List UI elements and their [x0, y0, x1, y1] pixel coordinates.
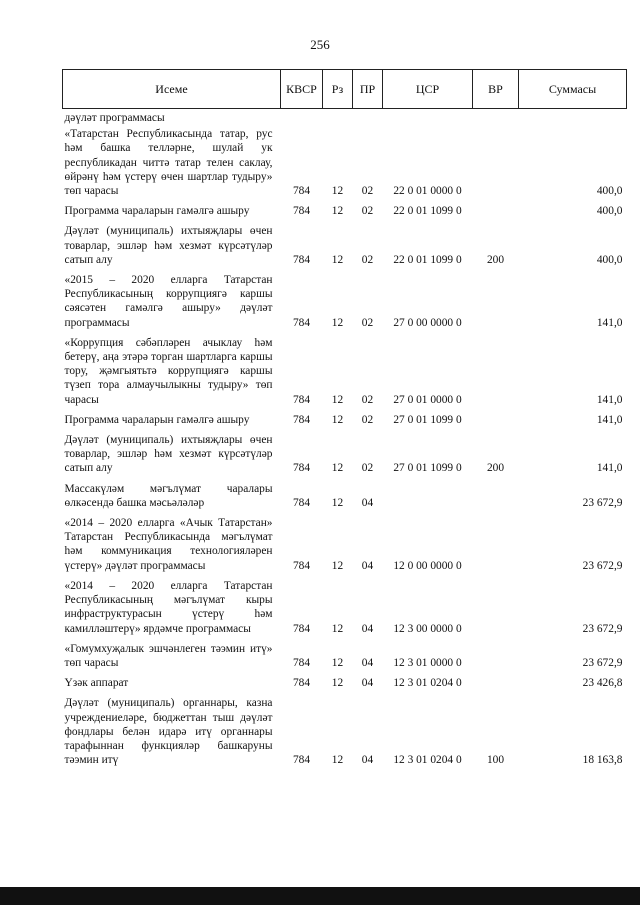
row-vr — [473, 127, 519, 204]
row-vr: 100 — [486, 754, 505, 767]
table-row — [63, 433, 627, 482]
row-vr — [473, 204, 519, 224]
row-kvsr: 784 — [292, 316, 311, 329]
row-sum: 18 163,8 — [582, 754, 623, 767]
row-name: «2014 – 2020 елларга «Ачык Татарстан» Татарстан Республикасында мәгълүмат һәм коммуникация технологияләрен үстерү» дәүләт программасы — [64, 517, 273, 572]
row-kvsr: 784 — [292, 205, 311, 218]
row-sum: 23 672,9 — [582, 496, 623, 509]
row-sum: 23 672,9 — [582, 559, 623, 572]
row-sum: 141,0 — [596, 393, 623, 406]
row-sum: 141,0 — [596, 413, 623, 426]
header-rz: Рз — [323, 70, 353, 109]
row-name: «2014 – 2020 елларга Татарстан Республикасының мәгълүмат кыры инфраструктурасын үстерү һәм камилләштерү» ярдәмче программасы — [64, 579, 273, 635]
row-pr: 02 — [361, 413, 374, 426]
row-rz: 12 — [331, 205, 344, 218]
row-sum: 141,0 — [596, 316, 623, 329]
header-pr: ПР — [353, 70, 383, 109]
row-sum: 23 426,8 — [582, 677, 623, 690]
row-name: «Коррупция сәбәпләрен ачыклау һәм бетерү, аңа этәрә торган шартларга каршы тору, җәмгыятьтә коррупциягә каршы түзеп тора алмаучылыкны тудыру» төп чарасы — [64, 336, 273, 406]
row-vr — [473, 516, 519, 579]
row-csr: 12 3 01 0204 0 — [393, 754, 462, 767]
table-row — [63, 676, 627, 696]
row-vr — [473, 273, 519, 336]
row-rz: 12 — [331, 677, 344, 690]
row-pr: 02 — [361, 185, 374, 198]
row-csr: 22 0 01 0000 0 — [393, 185, 462, 198]
row-rz: 12 — [331, 656, 344, 669]
row-csr: 12 3 00 0000 0 — [393, 622, 462, 635]
row-rz: 12 — [331, 413, 344, 426]
row-rz: 12 — [331, 185, 344, 198]
table-row — [63, 336, 627, 413]
table-row — [63, 127, 627, 204]
row-vr — [473, 676, 519, 696]
table-row — [63, 579, 627, 642]
row-kvsr: 784 — [292, 622, 311, 635]
row-sum: 400,0 — [596, 205, 623, 218]
row-sum: 23 672,9 — [582, 656, 623, 669]
row-sum: 23 672,9 — [582, 622, 623, 635]
row-vr — [473, 482, 519, 516]
table-row — [63, 696, 627, 773]
table-row — [63, 273, 627, 336]
row-kvsr: 784 — [292, 559, 311, 572]
row-pr: 04 — [361, 677, 374, 690]
header-sum: Суммасы — [519, 70, 627, 109]
table-row — [63, 204, 627, 224]
row-name: «2015 – 2020 елларга Татарстан Республикасының коррупциягә каршы сәясәтен гамәлгә ашыру» дәүләт программасы — [64, 274, 273, 329]
table-header-row — [63, 70, 627, 109]
row-rz: 12 — [331, 316, 344, 329]
row-vr — [473, 642, 519, 676]
row-csr: 12 3 01 0000 0 — [393, 656, 462, 669]
row-csr: 27 0 01 1099 0 — [393, 413, 462, 426]
budget-table-container — [62, 69, 626, 773]
row-sum: 141,0 — [596, 462, 623, 475]
row-pr: 04 — [361, 754, 374, 767]
row-kvsr: 784 — [292, 496, 311, 509]
row-pr: 04 — [361, 656, 374, 669]
row-name: Программа чараларын гамәлгә ашыру — [64, 413, 250, 426]
row-name: Дәүләт (муниципаль) ихтыяҗлары өчен товарлар, эшләр һәм хезмәт күрсәтүләр сатып алу — [64, 225, 273, 266]
row-pr: 02 — [361, 462, 374, 475]
row-csr: 22 0 01 1099 0 — [393, 253, 462, 266]
table-body — [63, 109, 627, 774]
row-kvsr: 784 — [292, 185, 311, 198]
row-kvsr: 784 — [292, 677, 311, 690]
row-pr: 02 — [361, 393, 374, 406]
row-csr: 27 0 01 1099 0 — [393, 462, 462, 475]
row-csr — [383, 482, 473, 516]
row-name: «Гомумхуҗалык эшчәнлеген тәэмин итү» төп чарасы — [64, 642, 273, 669]
header-csr: ЦСР — [383, 70, 473, 109]
scan-bottom-edge — [0, 887, 640, 905]
row-name: Дәүләт (муниципаль) ихтыяҗлары өчен товарлар, эшләр һәм хезмәт күрсәтүләр сатып алу — [64, 434, 273, 475]
row-kvsr: 784 — [292, 393, 311, 406]
row-vr: 200 — [486, 462, 505, 475]
row-pr: 04 — [361, 622, 374, 635]
row-rz: 12 — [331, 462, 344, 475]
row-kvsr: 784 — [292, 754, 311, 767]
header-name: Исеме — [63, 70, 281, 109]
header-kvsr: КВСР — [281, 70, 323, 109]
row-name: Дәүләт (муниципаль) органнары, казна учреждениеләре, бюджеттан тыш дәүләт фондлары белән идарә итү органнары тарафыннан функцияләр башкаруны тәэмин итү — [64, 697, 273, 767]
row-pr: 02 — [361, 205, 374, 218]
row-sum: 400,0 — [596, 185, 623, 198]
row-csr: 22 0 01 1099 0 — [393, 205, 462, 218]
row-vr — [473, 336, 519, 413]
row-csr: 12 0 00 0000 0 — [393, 559, 462, 572]
row-pr: 02 — [361, 316, 374, 329]
row-kvsr: 784 — [292, 413, 311, 426]
row-rz: 12 — [331, 559, 344, 572]
row-vr — [473, 413, 519, 433]
row-pr: 02 — [361, 253, 374, 266]
budget-table — [62, 69, 627, 773]
header-vr: ВР — [473, 70, 519, 109]
row-sum: 400,0 — [596, 253, 623, 266]
table-row — [63, 413, 627, 433]
table-row — [63, 482, 627, 516]
row-kvsr: 784 — [292, 253, 311, 266]
row-rz: 12 — [331, 622, 344, 635]
row-name: «Татарстан Республикасында татар, рус һәм башка телләрне, шулай ук республикадан читтә татар телен саклау, өйрәнү һәм үстерү өчен шартлар тудыру» төп чарасы — [64, 128, 273, 198]
continuation-text: дәүләт программасы — [64, 112, 165, 124]
row-rz: 12 — [331, 754, 344, 767]
row-rz: 12 — [331, 393, 344, 406]
row-kvsr: 784 — [292, 656, 311, 669]
page-number: 256 — [310, 37, 330, 52]
table-row — [63, 224, 627, 273]
row-vr — [473, 579, 519, 642]
row-kvsr: 784 — [292, 462, 311, 475]
table-row — [63, 642, 627, 676]
row-name: Программа чараларын гамәлгә ашыру — [64, 205, 250, 218]
row-csr: 12 3 01 0204 0 — [393, 677, 462, 690]
row-rz: 12 — [331, 253, 344, 266]
row-rz: 12 — [331, 496, 344, 509]
row-name: Массакүләм мәгълүмат чаралары өлкәсендә башка мәсьәләләр — [64, 482, 273, 509]
continuation-row — [63, 109, 627, 128]
table-row — [63, 516, 627, 579]
row-pr: 04 — [361, 559, 374, 572]
row-vr: 200 — [486, 253, 505, 266]
row-csr: 27 0 00 0000 0 — [393, 316, 462, 329]
row-pr: 04 — [361, 496, 374, 509]
row-name: Үзәк аппарат — [64, 677, 129, 690]
row-csr: 27 0 01 0000 0 — [393, 393, 462, 406]
